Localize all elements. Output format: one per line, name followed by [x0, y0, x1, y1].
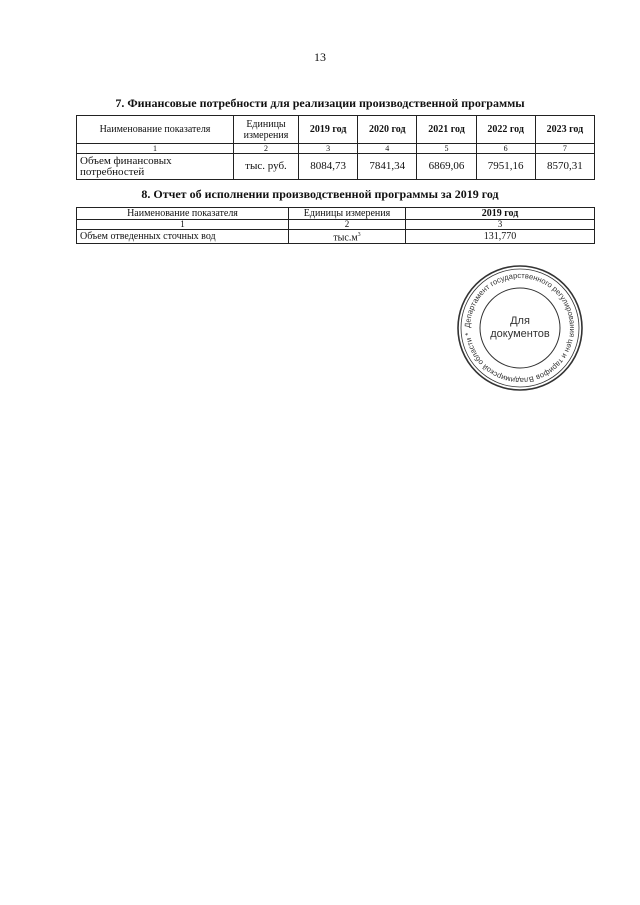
header-2019: 2019 год [299, 116, 358, 144]
header-2021: 2021 год [417, 116, 476, 144]
cell-2022: 7951,16 [476, 154, 535, 180]
section-7-title: 7. Финансовые потребности для реализации производственной программы [115, 96, 525, 110]
stamp-center [455, 263, 585, 393]
table-header-row [77, 208, 595, 220]
index-cell: 4 [358, 144, 417, 154]
table-row [77, 230, 595, 244]
cell-indicator-name: Объем отведенных сточных вод [77, 230, 289, 244]
table-index-row [77, 220, 595, 230]
header-units: Единицы измерения [289, 208, 406, 220]
cell-2023: 8570,31 [535, 154, 594, 180]
cell-indicator-name: Объем финансовых потребностей [77, 154, 234, 180]
unit-superscript: 3 [357, 232, 361, 238]
stamp-center-text: Для документов [490, 315, 550, 340]
header-2020: 2020 год [358, 116, 417, 144]
index-cell: 1 [77, 144, 234, 154]
official-stamp [455, 263, 585, 393]
table-row [77, 154, 595, 180]
index-cell: 2 [234, 144, 299, 154]
cell-units: тыс. руб. [234, 154, 299, 180]
index-cell: 2 [289, 220, 406, 230]
page-number: 13 [314, 50, 326, 64]
unit-text: тыс.м [333, 232, 358, 244]
index-cell: 1 [77, 220, 289, 230]
table-index-row [77, 144, 595, 154]
header-2022: 2022 год [476, 116, 535, 144]
cell-2020: 7841,34 [358, 154, 417, 180]
cell-2019: 8084,73 [299, 154, 358, 180]
cell-units [289, 230, 406, 244]
header-indicator-name: Наименование показателя [77, 208, 289, 220]
program-report-table [76, 207, 595, 244]
header-indicator-name: Наименование показателя [77, 116, 234, 144]
index-cell: 3 [406, 220, 595, 230]
index-cell: 5 [417, 144, 476, 154]
financial-needs-table [76, 115, 595, 180]
index-cell: 3 [299, 144, 358, 154]
header-units: Единицы измерения [234, 116, 299, 144]
stamp-ring-text: Департамент государственного регулирования цен и тарифов Владимирской области * [462, 270, 578, 386]
index-cell: 7 [535, 144, 594, 154]
header-2023: 2023 год [535, 116, 594, 144]
cell-2021: 6869,06 [417, 154, 476, 180]
index-cell: 6 [476, 144, 535, 154]
header-2019: 2019 год [406, 208, 595, 220]
section-8-title: 8. Отчет об исполнении производственной программы за 2019 год [141, 187, 499, 201]
table-header-row [77, 116, 595, 144]
cell-2019: 131,770 [406, 230, 595, 244]
